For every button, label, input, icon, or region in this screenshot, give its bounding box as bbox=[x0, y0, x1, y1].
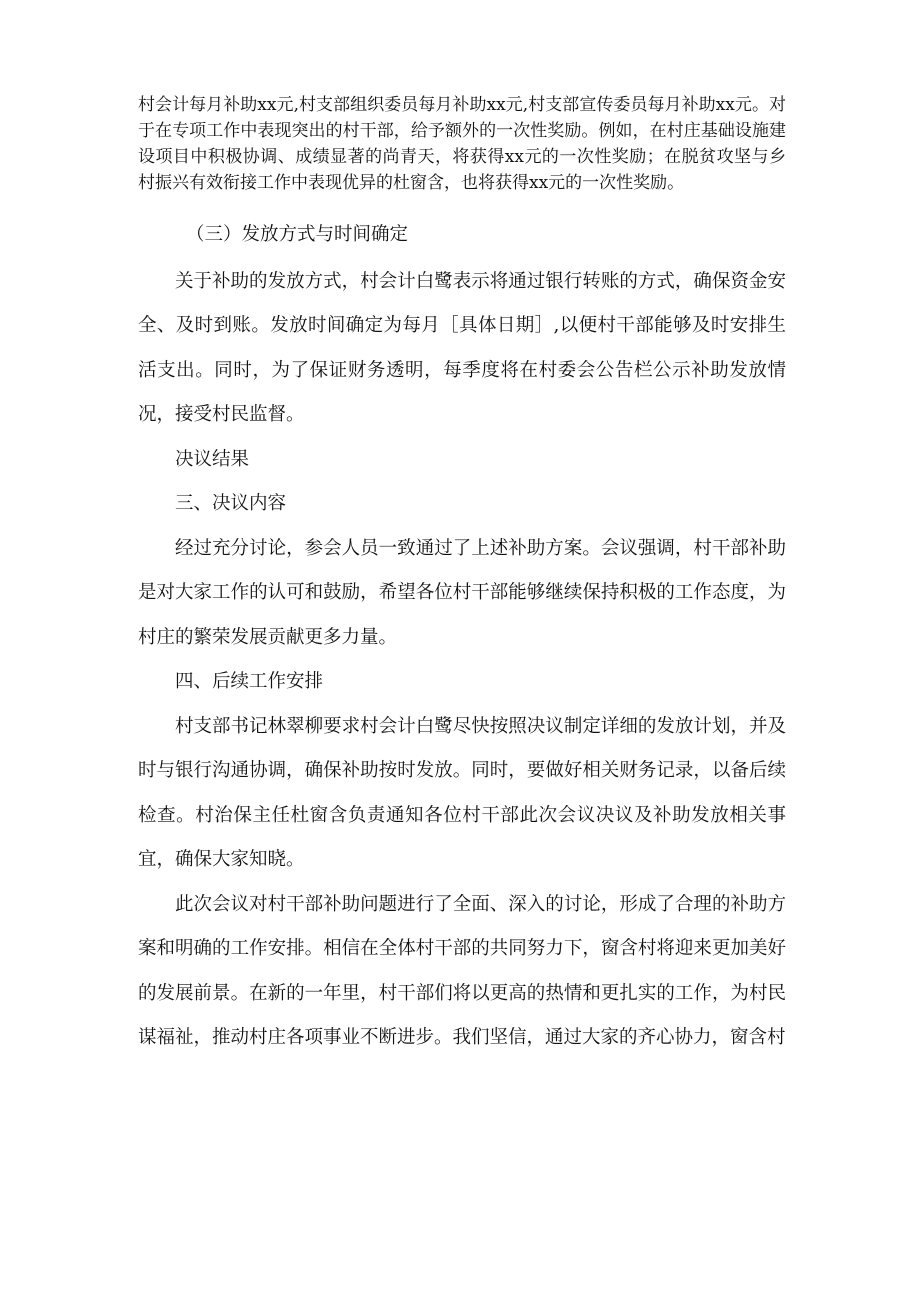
paragraph-payment-method: 关于补助的发放方式，村会计白鹭表示将通过银行转账的方式，确保资金安全、及时到账。发放时间确定为每月［具体日期］,以便村干部能够及时安排生活支出。同时，为了保证财务透明，每季度将在村委会公告栏公示补助发放情况，接受村民监督。 bbox=[138, 270, 786, 425]
heading-followup-work: 四、后续工作安排 bbox=[175, 671, 324, 692]
paragraph-closing: 此次会议对村干部补助问题进行了全面、深入的讨论，形成了合理的补助方案和明确的工作安排。相信在全体村干部的共同努力下，窗含村将迎来更加美好的发展前景。在新的一年里，村干部们将以更高的热情和更扎实的工作，为村民谋福祉，推动村庄各项事业不断进步。我们坚信，通过大家的齐心协力，窗含村 bbox=[138, 893, 786, 1048]
paragraph-resolution-content: 经过充分讨论，参会人员一致通过了上述补助方案。会议强调，村干部补助是对大家工作的认可和鼓励，希望各位村干部能够继续保持积极的工作态度，为村庄的繁荣发展贡献更多力量。 bbox=[138, 537, 786, 648]
paragraph-allowance-details: 村会计每月补助xx元,村支部组织委员每月补助xx元,村支部宣传委员每月补助xx元。对于在专项工作中表现突出的村干部，给予额外的一次性奖励。例如，在村庄基础设施建设项目中积极协调、成绩显著的尚青天，将获得xx元的一次性奖励；在脱贫攻坚与乡村振兴有效衔接工作中表现优异的杜窗含，也将获得xx元的一次性奖励。 bbox=[138, 95, 786, 193]
heading-resolution-content: 三、决议内容 bbox=[175, 493, 287, 514]
heading-resolution-result: 决议结果 bbox=[175, 448, 250, 470]
heading-payment-method: （三）发放方式与时间确定 bbox=[186, 224, 409, 245]
document-page bbox=[138, 92, 786, 1061]
paragraph-followup-work: 村支部书记林翠柳要求村会计白鹭尽快按照决议制定详细的发放计划，并及时与银行沟通协调，确保补助按时发放。同时，要做好相关财务记录，以备后续检查。村治保主任杜窗含负责通知各位村干部此次会议决议及补助发放相关事宜，确保大家知晓。 bbox=[138, 715, 786, 870]
